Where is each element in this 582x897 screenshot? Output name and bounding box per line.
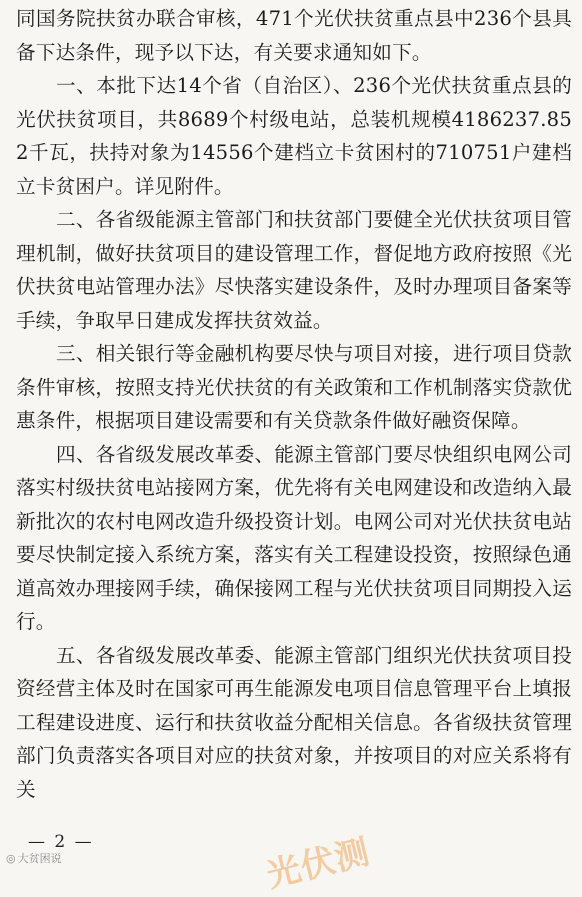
source-badge <box>6 850 62 866</box>
document-body <box>16 2 572 806</box>
source-label: 大贫困说 <box>17 852 62 865</box>
paragraph-item-2: 二、各省级能源主管部门和扶贫部门要健全光伏扶贫项目管理机制，做好扶贫项目的建设管理工作，督促地方政府按照《光伏扶贫电站管理办法》尽快落实建设条件，及时办理项目备案等手续，争取早日建成发挥扶贫效益。 <box>16 208 572 332</box>
paragraph-item-1: 一、本批下达14个省（自治区）、236个光伏扶贫重点县的光伏扶贫项目，共8689个村级电站，总装机规模4186237.852千瓦，扶持对象为14556个建档立卡贫困村的710751户建档立卡贫困户。详见附件。 <box>16 74 572 198</box>
page-number: — 2 — <box>28 832 94 852</box>
paragraph-intro: 同国务院扶贫办联合审核，471个光伏扶贫重点县中236个县具备下达条件，现予以下达，有关要求通知如下。 <box>16 7 572 64</box>
paragraph-item-4: 四、各省级发展改革委、能源主管部门要尽快组织电网公司落实村级扶贫电站接网方案，优先将有关电网建设和改造纳入最新批次的农村电网改造升级投资计划。电网公司对光伏扶贫电站要尽快制定接入系统方案，落实有关工程建设投资，按照绿色通道高效办理接网手续，确保接网工程与光伏扶贫项目同期投入运行。 <box>16 442 572 633</box>
watermark-logo: 光伏测 <box>262 831 375 897</box>
paragraph-item-3: 三、相关银行等金融机构要尽快与项目对接，进行项目贷款条件审核，按照支持光伏扶贫的有关政策和工作机制落实贷款优惠条件，根据项目建设需要和有关贷款条件做好融资保障。 <box>16 342 572 432</box>
weibo-icon: ◎ <box>6 851 16 865</box>
paragraph-item-5: 五、各省级发展改革委、能源主管部门组织光伏扶贫项目投资经营主体及时在国家可再生能源发电项目信息管理平台上填报工程建设进度、运行和扶贫收益分配相关信息。各省级扶贫管理部门负责落实各项目对应的扶贫对象，并按项目的对应关系将有关 <box>16 643 572 801</box>
